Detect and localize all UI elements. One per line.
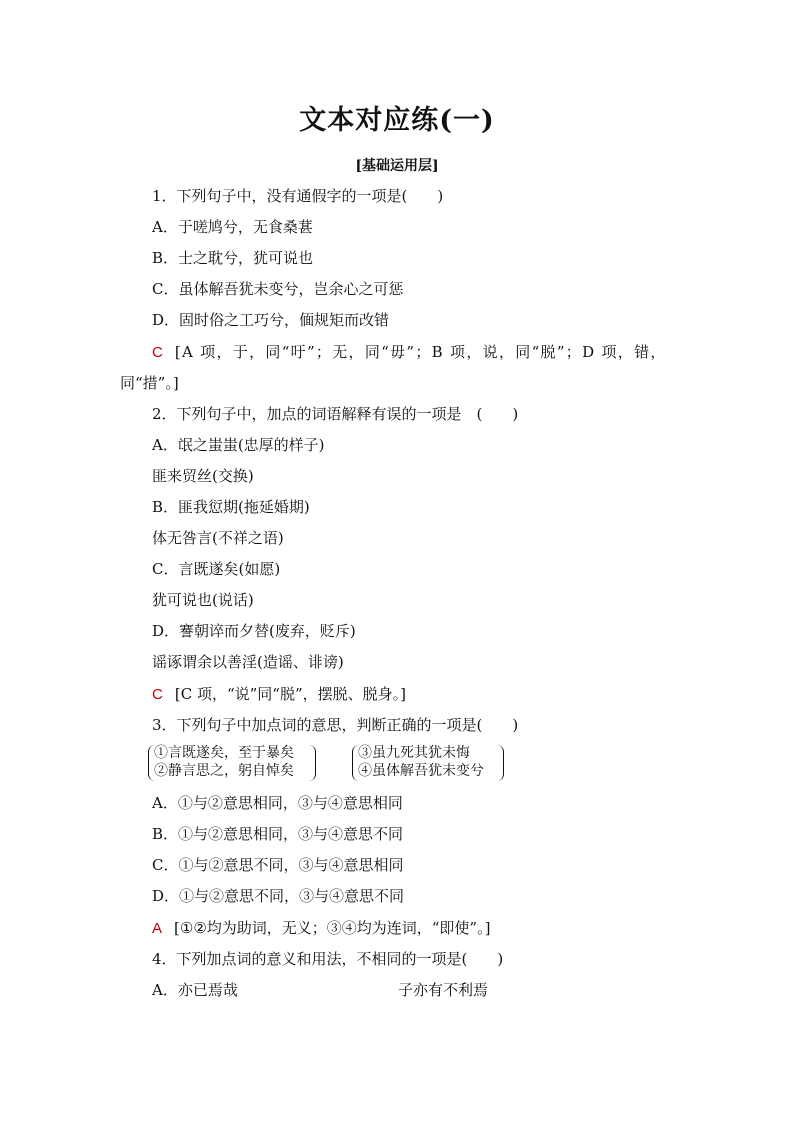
q1-answer: C bbox=[152, 344, 163, 361]
q3-answer: A bbox=[152, 920, 163, 937]
q3-explanation: [①②均为助词，无义；③④均为连词，“即使”。] bbox=[174, 919, 491, 937]
section-heading: [基础运用层] bbox=[355, 158, 439, 174]
q3-option-a: A．①与②意思相同，③与④意思相同 bbox=[152, 794, 403, 812]
q3-sentence-4: ④虽体解吾犹未变兮 bbox=[358, 763, 484, 779]
q4-stem: 4．下列加点词的意义和用法，不相同的一项是( ) bbox=[152, 950, 504, 968]
q1-answer-line bbox=[152, 342, 667, 363]
q2-option-c: C．言既遂矣(如愿) bbox=[152, 560, 281, 578]
q2-option-a: A．氓之蚩蚩(忠厚的样子) bbox=[152, 436, 325, 454]
q1-stem: 1．下列句子中，没有通假字的一项是( ) bbox=[152, 187, 444, 205]
q2-option-b: B．匪我愆期(拖延婚期) bbox=[152, 498, 310, 516]
q1-option-a: A．于嗟鸠兮，无食桑葚 bbox=[152, 218, 313, 236]
q4-option-a: A．亦已焉哉 bbox=[152, 981, 238, 999]
q3-sentence-2: ②静言思之，躬自悼矣 bbox=[154, 763, 294, 779]
q3-option-c: C．①与②意思不同，③与④意思相同 bbox=[152, 856, 404, 874]
q3-option-b: B．①与②意思相同，③与④意思不同 bbox=[152, 825, 404, 843]
q2-option-b-second: 体无咎言(不祥之语) bbox=[152, 529, 284, 547]
q2-answer-line bbox=[152, 684, 406, 705]
q3-sentence-1: ①言既遂矣，至于暴矣 bbox=[154, 745, 294, 761]
q2-stem: 2．下列句子中，加点的词语解释有误的一项是 ( ) bbox=[152, 405, 519, 423]
q3-option-d: D．①与②意思不同，③与④意思不同 bbox=[152, 887, 405, 905]
q2-answer: C bbox=[152, 686, 163, 703]
q4-option-a-second: 子亦有不利焉 bbox=[398, 981, 489, 999]
q1-option-b: B．士之耽兮，犹可说也 bbox=[152, 249, 314, 267]
q3-stem: 3．下列句子中加点词的意思，判断正确的一项是( ) bbox=[152, 716, 519, 734]
q2-option-d: D．謇朝谇而夕替(废弃，贬斥) bbox=[152, 622, 356, 640]
page-title: 文本对应练(一) bbox=[299, 105, 495, 136]
q1-explanation: [A 项，于，同“吁”；无，同“毋”；B 项，说，同“脱”；D 项，错， bbox=[174, 343, 667, 361]
q1-explanation-cont: 同“措”。] bbox=[120, 374, 179, 392]
q1-option-d: D．固时俗之工巧兮，偭规矩而改错 bbox=[152, 311, 390, 329]
q3-group1-right-bracket bbox=[309, 745, 316, 781]
q2-option-a-second: 匪来贸丝(交换) bbox=[152, 467, 254, 485]
q1-option-c: C．虽体解吾犹未变兮，岂余心之可惩 bbox=[152, 280, 404, 298]
q3-group2-right-bracket bbox=[497, 745, 504, 781]
q2-option-c-second: 犹可说也(说话) bbox=[152, 591, 254, 609]
q3-sentence-3: ③虽九死其犹未悔 bbox=[358, 745, 470, 761]
q2-explanation: [C 项，“说”同“脱”，摆脱、脱身。] bbox=[174, 685, 406, 703]
q2-option-d-second: 谣诼谓余以善淫(造谣、诽谤) bbox=[152, 653, 344, 671]
q3-answer-line bbox=[152, 918, 490, 939]
